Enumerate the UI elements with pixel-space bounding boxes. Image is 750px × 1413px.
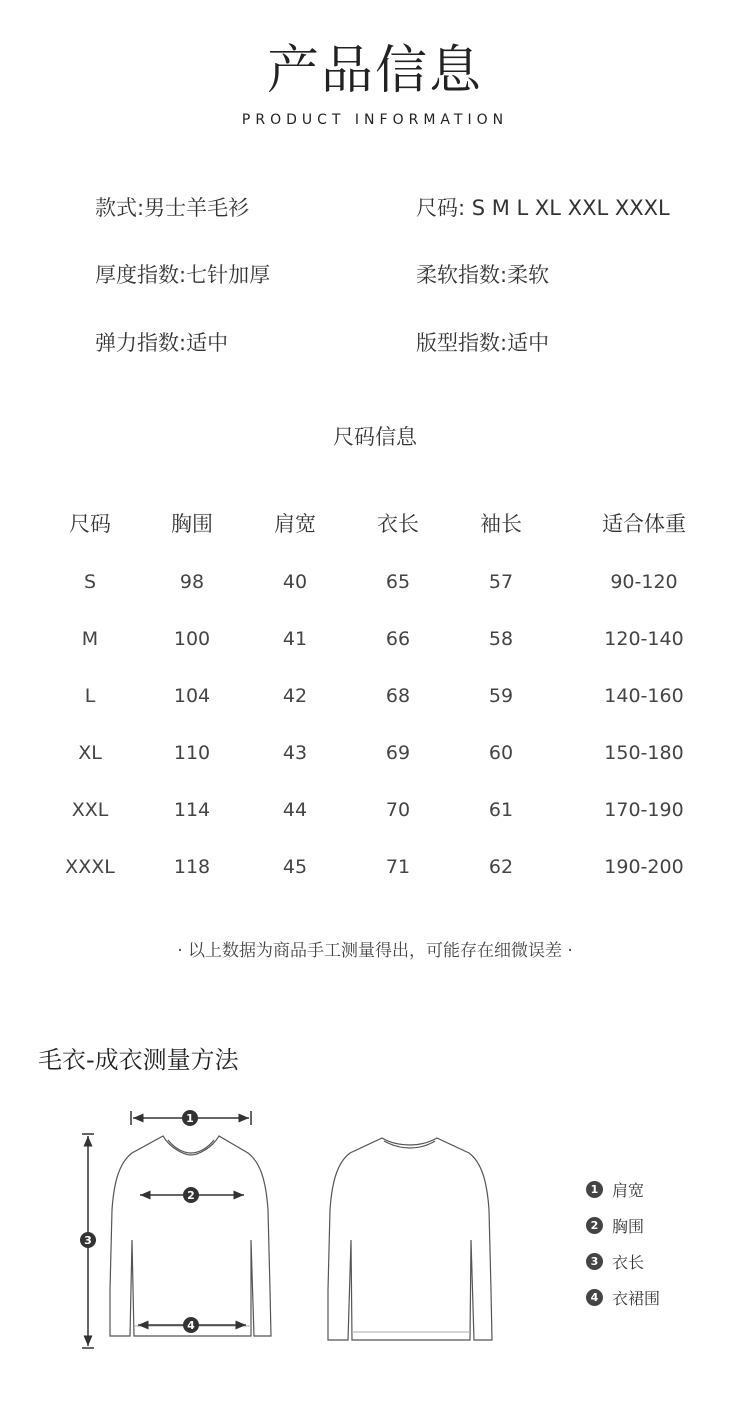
table-cell: XL	[78, 742, 102, 764]
measurement-title: 毛衣-成衣测量方法	[38, 1046, 239, 1074]
marker-1	[182, 1110, 198, 1126]
table-cell: 114	[173, 799, 211, 821]
attr-thickness: 厚度指数:七针加厚	[95, 263, 271, 287]
table-cell: 40	[282, 571, 308, 593]
attr-style: 款式:男士羊毛衫	[95, 196, 250, 220]
table-cell: 62	[488, 856, 514, 878]
sweater-front	[110, 1136, 271, 1336]
table-cell: 65	[385, 571, 411, 593]
attr-sizes: 尺码: S M L XL XXL XXXL	[416, 196, 670, 220]
table-cell: 58	[488, 628, 514, 650]
attr-softness: 柔软指数:柔软	[416, 263, 550, 287]
page-title: 产品信息	[266, 41, 483, 101]
table-cell: S	[83, 571, 97, 593]
table-cell: 68	[385, 685, 411, 707]
marker-3	[80, 1232, 96, 1248]
measurement-note: · 以上数据为商品手工测量得出，可能存在细微误差 ·	[177, 941, 573, 961]
header-cell: 袖长	[480, 512, 522, 536]
attr-elasticity: 弹力指数:适中	[95, 331, 229, 355]
table-cell: L	[84, 685, 96, 707]
svg-text:3: 3	[84, 1234, 92, 1247]
table-cell: 61	[488, 799, 514, 821]
page-subtitle: PRODUCT INFORMATION	[241, 112, 509, 128]
header-cell: 适合体重	[602, 512, 686, 536]
legend-label: 衣裙围	[612, 1289, 661, 1308]
legend-item-chest	[586, 1214, 644, 1237]
size-table-title: 尺码信息	[333, 425, 417, 449]
table-cell: 59	[488, 685, 514, 707]
legend-number: 4	[586, 1289, 603, 1306]
legend-number: 3	[586, 1253, 603, 1270]
legend-number: 2	[586, 1217, 603, 1234]
table-cell: M	[81, 628, 99, 650]
table-cell: 190-200	[604, 856, 684, 878]
measure-lines	[82, 1111, 251, 1348]
table-cell: 150-180	[604, 742, 684, 764]
table-cell: 70	[385, 799, 411, 821]
table-cell: 170-190	[604, 799, 684, 821]
marker-2	[183, 1187, 199, 1203]
table-cell: 69	[385, 742, 411, 764]
svg-text:1: 1	[186, 1112, 194, 1125]
legend-number: 1	[586, 1181, 603, 1198]
legend-label: 肩宽	[612, 1181, 645, 1200]
table-cell: 140-160	[604, 685, 684, 707]
table-cell: 98	[179, 571, 205, 593]
table-cell: 100	[173, 628, 211, 650]
table-cell: 110	[173, 742, 211, 764]
table-cell: XXL	[71, 799, 109, 821]
sweater-back	[328, 1138, 492, 1340]
attr-fit: 版型指数:适中	[416, 331, 550, 355]
table-cell: 66	[385, 628, 411, 650]
table-cell: 118	[173, 856, 211, 878]
table-cell: 43	[282, 742, 308, 764]
table-cell: 41	[282, 628, 308, 650]
table-cell: 45	[282, 856, 308, 878]
table-cell: 120-140	[604, 628, 684, 650]
legend-item-shoulder	[586, 1178, 644, 1201]
header-cell: 肩宽	[274, 512, 316, 536]
legend-label: 衣长	[612, 1253, 645, 1272]
table-cell: 44	[282, 799, 308, 821]
svg-text:4: 4	[187, 1319, 195, 1332]
table-cell: 90-120	[610, 571, 678, 593]
table-cell: 60	[488, 742, 514, 764]
legend-label: 胸围	[612, 1217, 645, 1236]
table-cell: 57	[488, 571, 514, 593]
header-cell: 衣长	[377, 512, 419, 536]
table-cell: 42	[282, 685, 308, 707]
header-cell: 尺码	[69, 512, 111, 536]
table-cell: 71	[385, 856, 411, 878]
legend-item-length	[586, 1250, 644, 1273]
legend-item-hem	[586, 1286, 660, 1309]
marker-4	[183, 1317, 199, 1333]
svg-text:2: 2	[187, 1189, 195, 1202]
header-cell: 胸围	[171, 512, 213, 536]
table-cell: XXXL	[65, 856, 115, 878]
table-cell: 104	[173, 685, 211, 707]
